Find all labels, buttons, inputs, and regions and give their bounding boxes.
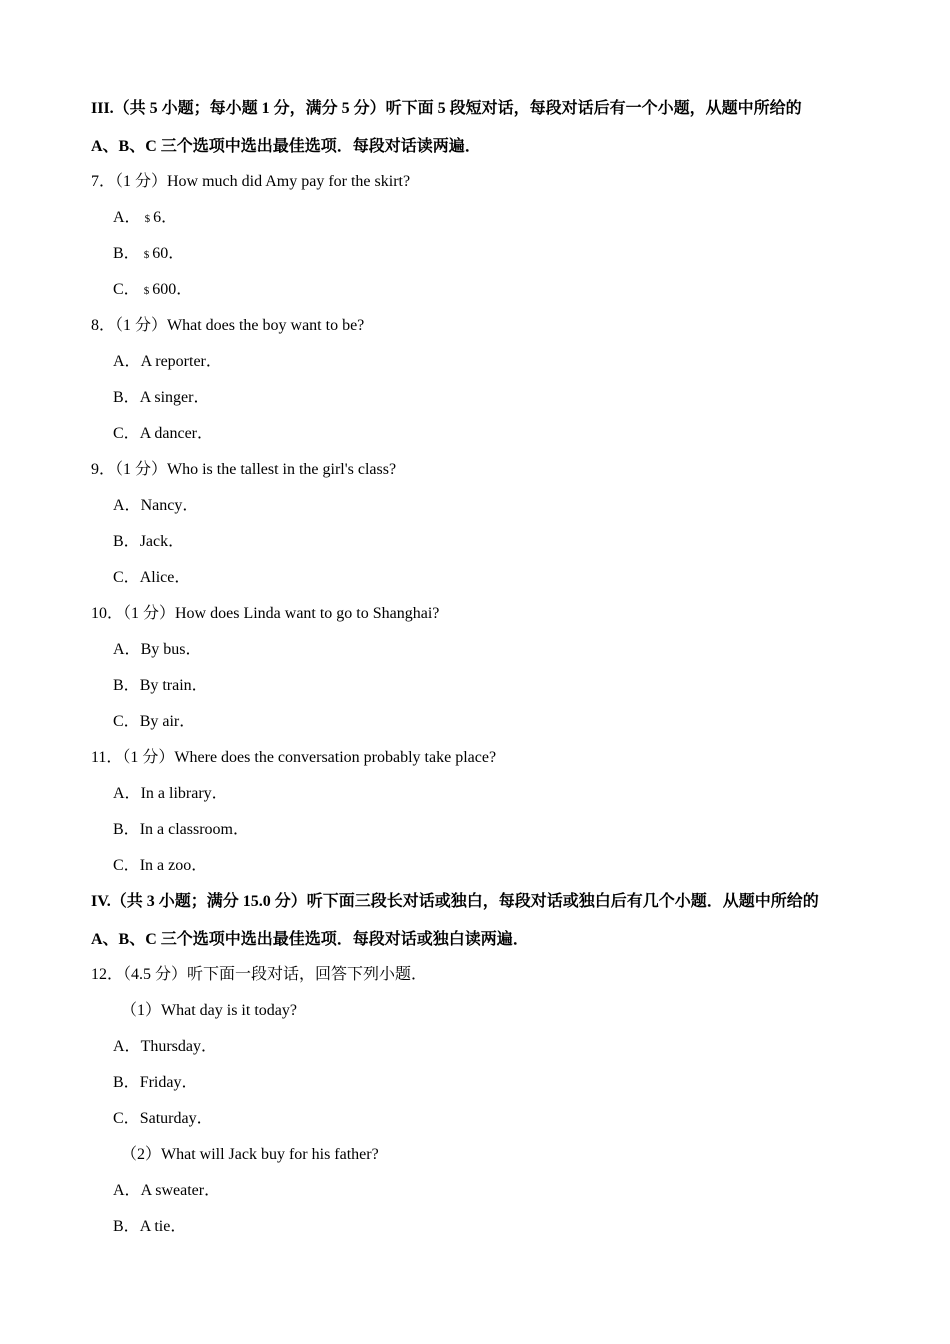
option-label: C． — [113, 1110, 140, 1127]
question-11-option-b[interactable] — [113, 820, 249, 840]
option-label: A． — [113, 1038, 141, 1055]
question-12-2-option-b[interactable] — [113, 1217, 186, 1237]
option-text: A reporter． — [140, 353, 222, 370]
question-9-option-c[interactable] — [113, 568, 190, 588]
option-text: In a classroom． — [139, 821, 249, 838]
question-7: 7．（1 分）How much did Amy pay for the skirt? — [91, 173, 411, 190]
question-10-option-c[interactable] — [113, 712, 195, 732]
question-12-1-option-b[interactable] — [113, 1073, 197, 1093]
question-10-option-a[interactable] — [113, 640, 201, 660]
option-text: In a library． — [140, 785, 228, 802]
question-11-option-c[interactable] — [113, 856, 207, 876]
option-label: B． — [113, 821, 140, 838]
option-text: A tie． — [139, 1218, 187, 1235]
question-11: 11．（1 分）Where does the conversation probably take place? — [91, 749, 497, 766]
option-text: A dancer． — [139, 425, 213, 442]
option-label: B． — [113, 533, 140, 550]
option-label: A． — [113, 497, 141, 514]
option-text: In a zoo． — [139, 857, 208, 874]
option-label: C． — [113, 857, 140, 874]
question-10-option-b[interactable] — [113, 676, 208, 696]
option-label: C． — [113, 281, 140, 298]
dollar-symbol: $ — [143, 285, 150, 297]
option-label: A． — [113, 353, 141, 370]
option-label: A． — [113, 1182, 141, 1199]
option-label: B． — [113, 1218, 140, 1235]
option-label: A． — [113, 209, 141, 226]
option-label: B． — [113, 245, 140, 262]
question-9-option-b[interactable] — [113, 532, 184, 552]
option-text: By air． — [139, 713, 196, 730]
question-7-option-b[interactable] — [113, 244, 184, 265]
question-8-option-b[interactable] — [113, 388, 209, 408]
question-7-option-a[interactable] — [113, 208, 177, 229]
option-text: By bus． — [140, 641, 202, 658]
dollar-symbol: $ — [144, 213, 151, 225]
option-text: Nancy． — [140, 497, 199, 514]
option-label: C． — [113, 425, 140, 442]
option-text: Saturday． — [139, 1110, 213, 1127]
section-3-heading-line-2: A、B、C 三个选项中选出最佳选项．每段对话读两遍． — [91, 138, 481, 155]
option-label: B． — [113, 677, 140, 694]
option-text: Alice． — [139, 569, 191, 586]
option-text: 600． — [152, 281, 193, 298]
option-label: B． — [113, 1074, 140, 1091]
question-8: 8．（1 分）What does the boy want to be? — [91, 317, 365, 334]
section-4-heading-line-1: IV.（共 3 小题；满分 15.0 分）听下面三段长对话或独白，每段对话或独白后有几个小题．从题中所给的 — [91, 893, 819, 910]
question-8-option-a[interactable] — [113, 352, 222, 372]
question-8-option-c[interactable] — [113, 424, 213, 444]
option-label: C． — [113, 713, 140, 730]
option-label: A． — [113, 641, 141, 658]
option-text: A singer． — [139, 389, 210, 406]
question-12-sub-1: （1）What day is it today? — [121, 1002, 297, 1019]
option-text: 60． — [152, 245, 185, 262]
option-text: By train． — [139, 677, 208, 694]
question-12-1-option-c[interactable] — [113, 1109, 213, 1129]
question-12-sub-2: （2）What will Jack buy for his father? — [121, 1146, 379, 1163]
option-text: Friday． — [139, 1074, 198, 1091]
question-7-option-c[interactable] — [113, 280, 192, 301]
section-3-heading-line-1: III.（共 5 小题；每小题 1 分，满分 5 分）听下面 5 段短对话，每段对话后有一个小题，从题中所给的 — [91, 100, 802, 117]
option-label: C． — [113, 569, 140, 586]
question-12-2-option-a[interactable] — [113, 1181, 220, 1201]
section-4-heading-line-2: A、B、C 三个选项中选出最佳选项．每段对话或独白读两遍． — [91, 931, 529, 948]
option-text: A sweater． — [140, 1182, 221, 1199]
option-label: A． — [113, 785, 141, 802]
question-12: 12．（4.5 分）听下面一段对话，回答下列小题． — [91, 966, 428, 983]
option-label: B． — [113, 389, 140, 406]
option-text: Thursday． — [140, 1038, 217, 1055]
question-9: 9．（1 分）Who is the tallest in the girl's class? — [91, 461, 397, 478]
dollar-symbol: $ — [143, 249, 150, 261]
question-9-option-a[interactable] — [113, 496, 198, 516]
question-11-option-a[interactable] — [113, 784, 228, 804]
question-12-1-option-a[interactable] — [113, 1037, 217, 1057]
option-text: Jack． — [139, 533, 185, 550]
option-text: 6． — [153, 209, 178, 226]
question-10: 10．（1 分）How does Linda want to go to Shanghai? — [91, 605, 440, 622]
